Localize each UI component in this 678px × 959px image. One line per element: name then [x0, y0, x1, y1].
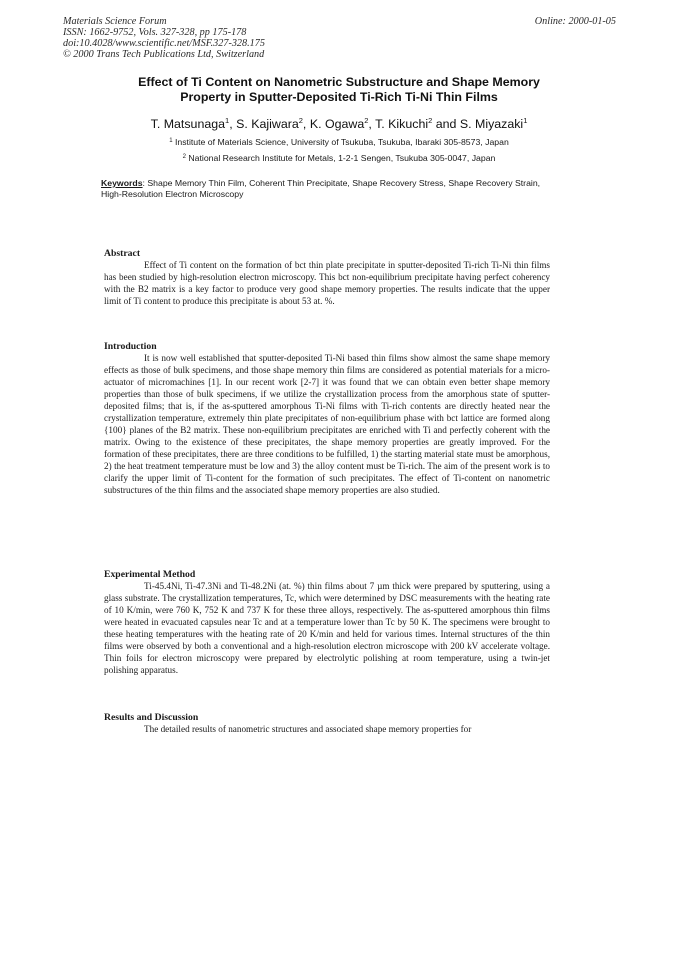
- affiliation-1: $^1$ Institute of Materials Science, University of Tsukuba, Tsukuba, Ibaraki 305-8573, Japan: [169, 137, 509, 147]
- author-list: T. Matsunaga$^1$, S. Kajiwara$^2$, K. Ogawa$^2$, T. Kikuchi$^2$ and S. Miyazaki$^1$: [150, 116, 528, 131]
- copyright-line: © 2000 Trans Tech Publications Ltd, Switzerland: [63, 49, 265, 60]
- paper-title: [80, 75, 598, 105]
- affiliation-2: $^2$ National Research Institute for Metals, 1-2-1 Sengen, Tsukuba 305-0047, Japan: [182, 153, 496, 163]
- section-heading: Abstract: [104, 248, 141, 259]
- keywords: Keywords: Shape Memory Thin Film, Coherent Thin Precipitate, Shape Recovery Stress, Shape Recovery Strain, High-Resolution Electron Microscopy: [101, 178, 541, 199]
- journal-header: [63, 16, 393, 60]
- experimental-text: Ti-45.4Ni, Ti-47.3Ni and Ti-48.2Ni (at. %) thin films about 7 µm thick were prepared by sputtering, using a glass substrate. The crystallization temperatures, Tc, which were determined by DSC measurements with the heating rate of 10 K/min, were 760 K, 752 K and 737 K for these three alloys, respectively. The as-sputtered amorphous thin films were heated in evacuated capsules near Tc and at a temperature lower than Tc by 50 K. The specimens were brought to these heating temperatures with the heating rate of 20 K/min and held for various times. Internal structures of the thin films were observed by both a conventional and a high-resolution electron microscope with 200 kV accelerate voltage. Thin foils for electron microscopy were prepared by electrolytic polishing at room temperature, using a twin-jet polishing apparatus.: [104, 581, 550, 675]
- author: K. Ogawa$^2$: [309, 116, 369, 131]
- author: T. Kikuchi$^2$: [375, 116, 433, 131]
- results-text: The detailed results of nanometric structures and associated shape memory properties for: [144, 724, 472, 734]
- abstract-text: Effect of Ti content on the formation of bct thin plate precipitate in sputter-deposited Ti-rich Ti-Ni thin films has been studied by high-resolution electron microscopy. This bct non-equilibrium precipitate having perfect coherency with the B2 matrix is a key factor to produce very good shape memory properties. The results indicate that the upper limit of Ti content to produce this precipitate is about 53 at. %.: [104, 260, 550, 306]
- issn-line: ISSN: 1662-9752, Vols. 327-328, pp 175-178: [63, 27, 247, 38]
- keywords-label: Keywords: [101, 178, 143, 188]
- title-line-1: Effect of Ti Content on Nanometric Substructure and Shape Memory: [138, 75, 540, 89]
- author: S. Kajiwara$^2$: [236, 116, 303, 131]
- section-heading: Experimental Method: [104, 569, 196, 580]
- section-heading: Results and Discussion: [104, 712, 199, 723]
- abstract-section: [104, 248, 550, 307]
- online-date: Online: 2000-01-05: [534, 16, 616, 27]
- doi-link[interactable]: doi:10.4028/www.scientific.net/MSF.327-328.175: [63, 38, 265, 49]
- results-section: [104, 712, 550, 735]
- author: S. Miyazaki$^1$: [459, 116, 528, 131]
- journal-name: Materials Science Forum: [63, 16, 167, 27]
- author: T. Matsunaga$^1$: [150, 116, 230, 131]
- experimental-section: [104, 569, 550, 676]
- title-line-2: Property in Sputter-Deposited Ti-Rich Ti-Ni Thin Films: [180, 90, 498, 104]
- section-heading: Introduction: [104, 341, 157, 352]
- keywords-text: Shape Memory Thin Film, Coherent Thin Precipitate, Shape Recovery Stress, Shape Recovery Strain, High-Resolution Electron Microscopy: [101, 178, 541, 199]
- introduction-text: It is now well established that sputter-deposited Ti-Ni based thin films show almost the same shape memory effects as those of bulk specimens, and those shape memory thin films are considered as potential materials for a micro-actuator of micromachines [1]. In our recent work [2-7] it was found that we can obtain even better shape memory properties than those of bulk specimens, if we utilize the crystallization process from the amorphous state of sputter-deposited films; that is, if the as-sputtered amorphous Ti-Ni films with Ti-rich contents are directly heated near the crystallization temperature, extremely thin plate precipitates of non-equilibrium phase with bct lattice are formed along {100} planes of the B2 matrix. These non-equilibrium precipitates are enriched with Ti and perfectly coherent with the matrix. Owing to the existence of these precipitates, the shape memory properties are greatly improved. For the formation of these precipitates, there are three conditions to be fulfilled, 1) the starting material state must be amorphous, 2) the heat treatment temperature must be low and 3) the alloy content must be Ti-rich. The aim of the present work is to clarify the upper limit of Ti-content for the formation of such precipitates. The effect of Ti-content on nanometric substructures of the thin films and the associated shape memory properties are also studied.: [104, 353, 550, 495]
- introduction-section: [104, 341, 550, 496]
